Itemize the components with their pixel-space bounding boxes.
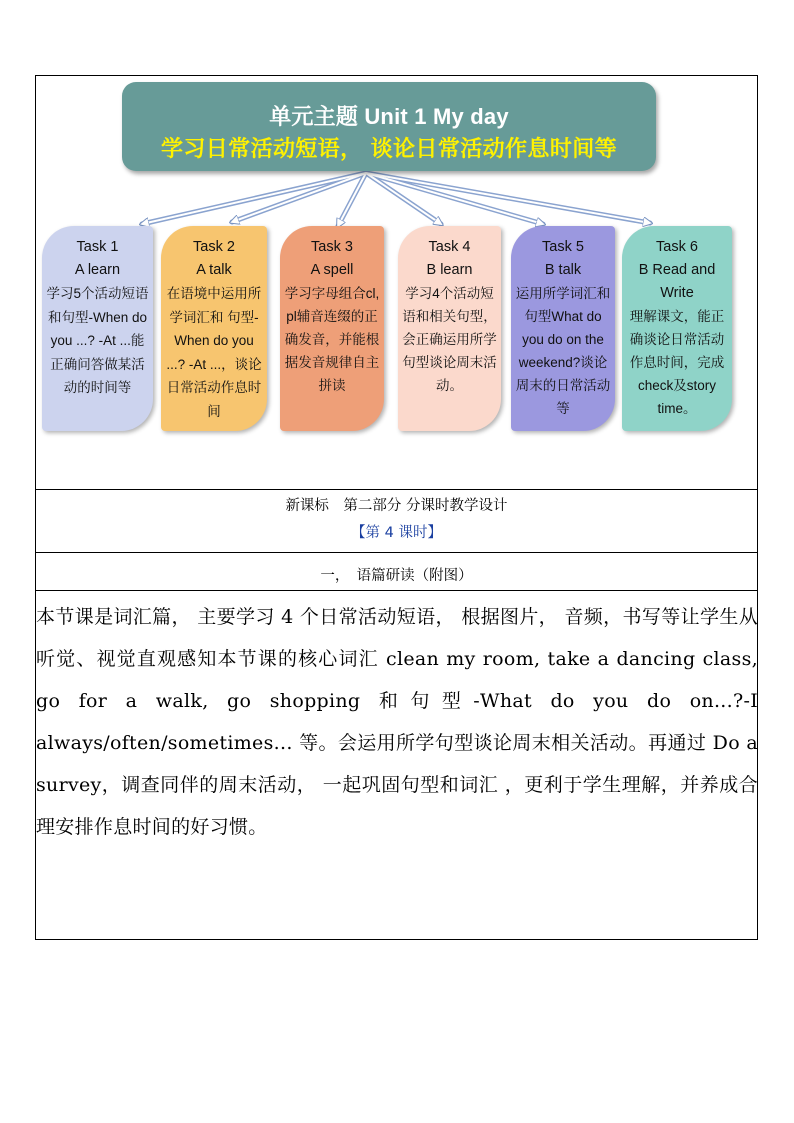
task-part: A talk [196, 262, 232, 278]
task-description: 学习字母组合cl, pl辅音连缀的正确发音，并能根据发音规律自主拼读 [284, 286, 380, 393]
unit-theme-banner [122, 82, 656, 171]
task-description: 学习4个活动短语和相关句型，会正确运用所学句型谈论周末活动。 [402, 286, 497, 393]
lesson-label [35, 521, 758, 542]
lesson-prefix: 【第 [351, 525, 381, 541]
task-card-3 [280, 226, 384, 431]
task-part: A learn [74, 262, 121, 278]
table-divider-3 [35, 590, 758, 591]
unit-theme-title: 单元主题 Unit 1 My day [269, 104, 509, 129]
task-part: B learn [426, 262, 473, 278]
task-description: 运用所学词汇和 句型What do you do on the weekend?谈论周末的日常活动等 [515, 286, 611, 416]
lesson-suffix: 课时】 [398, 525, 442, 541]
task-part: A spell [310, 262, 354, 278]
task-title: Task 5 [542, 239, 584, 255]
subsection-title: 一， 语篇研读（附图） [320, 568, 473, 584]
task-part: B talk [544, 262, 582, 278]
task-card-6 [622, 226, 732, 431]
task-title: Task 4 [428, 239, 471, 255]
task-description: 在语境中运用所学词汇和 句型-When do you ...? -At ...，谈论日常活动作息时间 [166, 286, 262, 419]
task-card-1 [42, 226, 153, 431]
task-title: Task 1 [76, 239, 119, 255]
task-title: Task 2 [193, 239, 235, 255]
table-divider-1 [35, 489, 758, 490]
task-card-2 [161, 226, 267, 431]
task-title: Task 6 [656, 239, 698, 255]
task-card-4 [398, 226, 501, 431]
unit-theme-subtitle: 学习日常活动短语， 谈论日常活动作息时间等 [160, 137, 618, 162]
lesson-number: 4 [384, 525, 394, 541]
task-part: B Read and Write [638, 262, 716, 301]
task-description: 理解课文，能正确谈论日常活动作息时间，完成check及story time。 [629, 309, 725, 416]
task-title: Task 3 [311, 239, 353, 255]
table-divider-2 [35, 552, 758, 553]
body-paragraph: 本节课是词汇篇， 主要学习 4 个日常活动短语， 根据图片， 音频，书写等让学生从听觉、视觉直观感知本节课的核心词汇 clean my room, take a dancing class, go for a walk, go shopping 和句型-What do you do on...?-I always/often/sometimes... 等。会运用所学句型谈论周末相关活动。再通过 Do a survey，调查同伴的周末活动， 一起巩固句型和词汇 ，更利于学生理解，并养成合理安排作息时间的好习惯。 [36, 606, 758, 838]
task-description: 学习5个活动短语和句型-When do you ...? -At ...能正确问答做某活动的时间等 [46, 286, 149, 395]
task-card-5 [511, 226, 615, 431]
section-title: 新课标 第二部分 分课时教学设计 [285, 498, 508, 514]
